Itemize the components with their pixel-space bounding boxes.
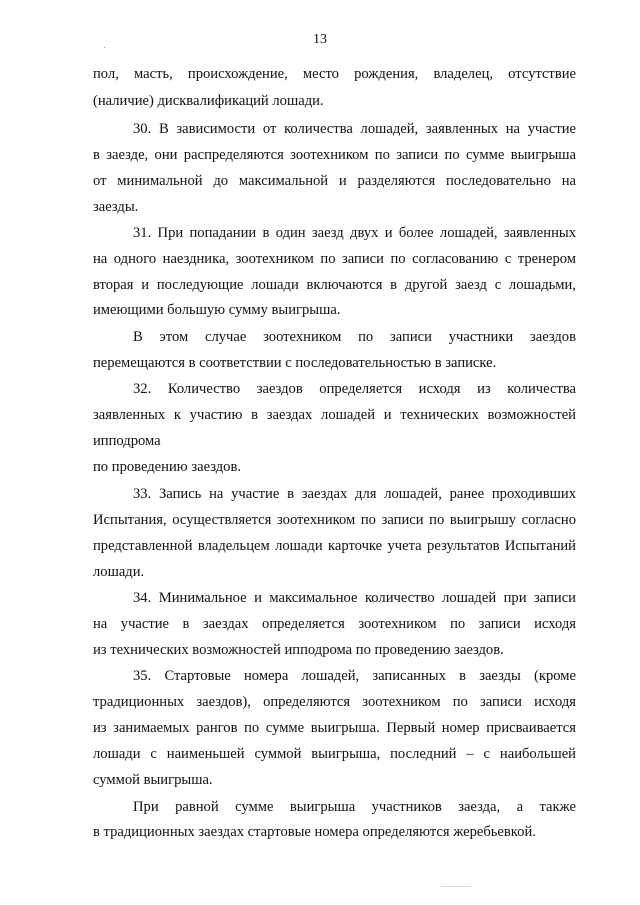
text-line: ипподрома <box>93 433 161 449</box>
page-number: 13 <box>313 32 327 47</box>
text-line: Испытания, осуществляется зоотехником по записи по выигрышу согласно <box>93 512 576 528</box>
text-line: на участие в заездах определяется зоотехником по записи исходя <box>93 616 576 632</box>
text-line: лошади с наименьшей суммой выигрыша, последний – с наибольшей <box>93 746 576 762</box>
text-line: от минимальной до максимальной и разделяются последовательно на <box>93 173 576 189</box>
text-line: в традиционных заездах стартовые номера определяются жеребьевкой. <box>93 824 536 840</box>
scan-speck <box>104 47 105 48</box>
text-line: представленной владельцем лошади карточке учета результатов Испытаний <box>93 538 576 554</box>
text-line: из технических возможностей ипподрома по проведению заездов. <box>93 642 504 658</box>
paragraph-33-first-line: 33. Запись на участие в заездах для лошадей, ранее проходивших <box>133 486 576 502</box>
paragraph-35-first-line: 35. Стартовые номера лошадей, записанных в заезды (кроме <box>133 668 576 684</box>
text-line: традиционных заездов), определяются зоотехником по записи исходя <box>93 694 576 710</box>
paragraph-31-first-line: 31. При попадании в один заезд двух и более лошадей, заявленных <box>133 225 576 241</box>
paragraph-34-first-line: 34. Минимальное и максимальное количество лошадей при записи <box>133 590 576 606</box>
paragraph-30-first-line: 30. В зависимости от количества лошадей, заявленных на участие <box>133 121 576 137</box>
text-line: по проведению заездов. <box>93 459 241 475</box>
paragraph-32-first-line: 32. Количество заездов определяется исходя из количества <box>133 381 576 397</box>
text-line: перемещаются в соответствии с последовательностью в записке. <box>93 355 497 371</box>
text-line: пол, масть, происхождение, место рождения, владелец, отсутствие <box>93 66 576 82</box>
text-line: из занимаемых рангов по сумме выигрыша. Первый номер присваивается <box>93 720 576 736</box>
paragraph-note-first-line: В этом случае зоотехником по записи участники заездов <box>133 329 576 345</box>
text-line: вторая и последующие лошади включаются в другой заезд с лошадьми, <box>93 277 576 293</box>
text-line: имеющими большую сумму выигрыша. <box>93 302 341 318</box>
text-line: суммой выигрыша. <box>93 772 213 788</box>
text-line: (наличие) дисквалификаций лошади. <box>93 93 324 109</box>
text-line: лошади. <box>93 564 145 580</box>
text-line: заявленных к участию в заездах лошадей и технических возможностей <box>93 407 576 423</box>
scan-speck <box>441 886 471 887</box>
text-line: заезды. <box>93 199 139 215</box>
text-line: на одного наездника, зоотехником по записи по согласованию с тренером <box>93 251 576 267</box>
text-line: в заезде, они распределяются зоотехником по записи по сумме выигрыша <box>93 147 576 163</box>
paragraph-final-first-line: При равной сумме выигрыша участников заезда, а также <box>133 799 576 815</box>
